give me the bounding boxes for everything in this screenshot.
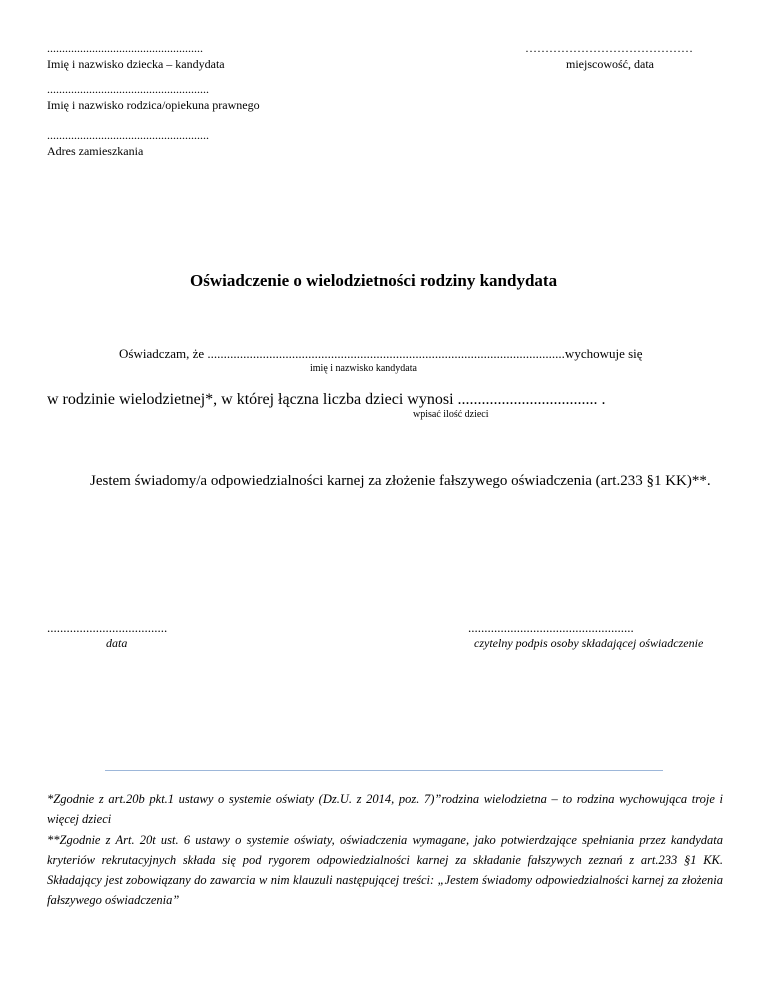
signature-line[interactable]: ................................................... (468, 620, 634, 635)
statement-line-2[interactable]: w rodzinie wielodzietnej*, w której łączna liczba dzieci wynosi ................................... . (47, 391, 606, 408)
children-count-caption: wpisać ilość dzieci (413, 409, 489, 420)
footnote-2: **Zgodnie z Art. 20t ust. 6 ustawy o systemie oświaty, oświadczenia wymagane, jako potwierdzające spełniania przez kandydata kryteriów rekrutacyjnych składa się pod rygorem odpowiedzialności karnej za składanie fałszywych zeznań z art.233 §1 KK. Składający jest zobowiązany do zawarcia w nim klauzuli następującej treści: „Jestem świadomy odpowiedzialności karnej za złożenia fałszywego oświadczenia” (47, 833, 723, 907)
place-date-label: miejscowość, data (566, 57, 654, 71)
child-name-line[interactable]: .................................................... (47, 41, 203, 55)
statement-line-1[interactable]: Oświadczam, że ..............................................................................................................wychowuje się (119, 346, 643, 361)
footnote-1: *Zgodnie z art.20b pkt.1 ustawy o systemie oświaty (Dz.U. z 2014, poz. 7)”rodzina wielodzietna – to rodzina wychowująca troje i więcej dzieci (47, 792, 723, 826)
parent-name-label: Imię i nazwisko rodzica/opiekuna prawnego (47, 98, 260, 112)
date-line[interactable]: ..................................... (47, 620, 168, 635)
candidate-name-caption: imię i nazwisko kandydata (310, 363, 417, 374)
address-label: Adres zamieszkania (47, 144, 144, 158)
footnote-divider (105, 770, 663, 771)
parent-name-line[interactable]: ...................................................... (47, 82, 209, 96)
date-label: data (106, 636, 128, 650)
document-title: Oświadczenie o wielodzietności rodziny kandydata (190, 271, 558, 290)
place-date-line[interactable]: …………………………………… (525, 41, 693, 55)
address-line[interactable]: ...................................................... (47, 128, 209, 142)
awareness-statement: Jestem świadomy/a odpowiedzialności karnej za złożenie fałszywego oświadczenia (art.233 §1 KK)**. (90, 473, 711, 489)
child-name-label: Imię i nazwisko dziecka – kandydata (47, 57, 225, 71)
signature-label: czytelny podpis osoby składającej oświadczenie (474, 636, 704, 650)
